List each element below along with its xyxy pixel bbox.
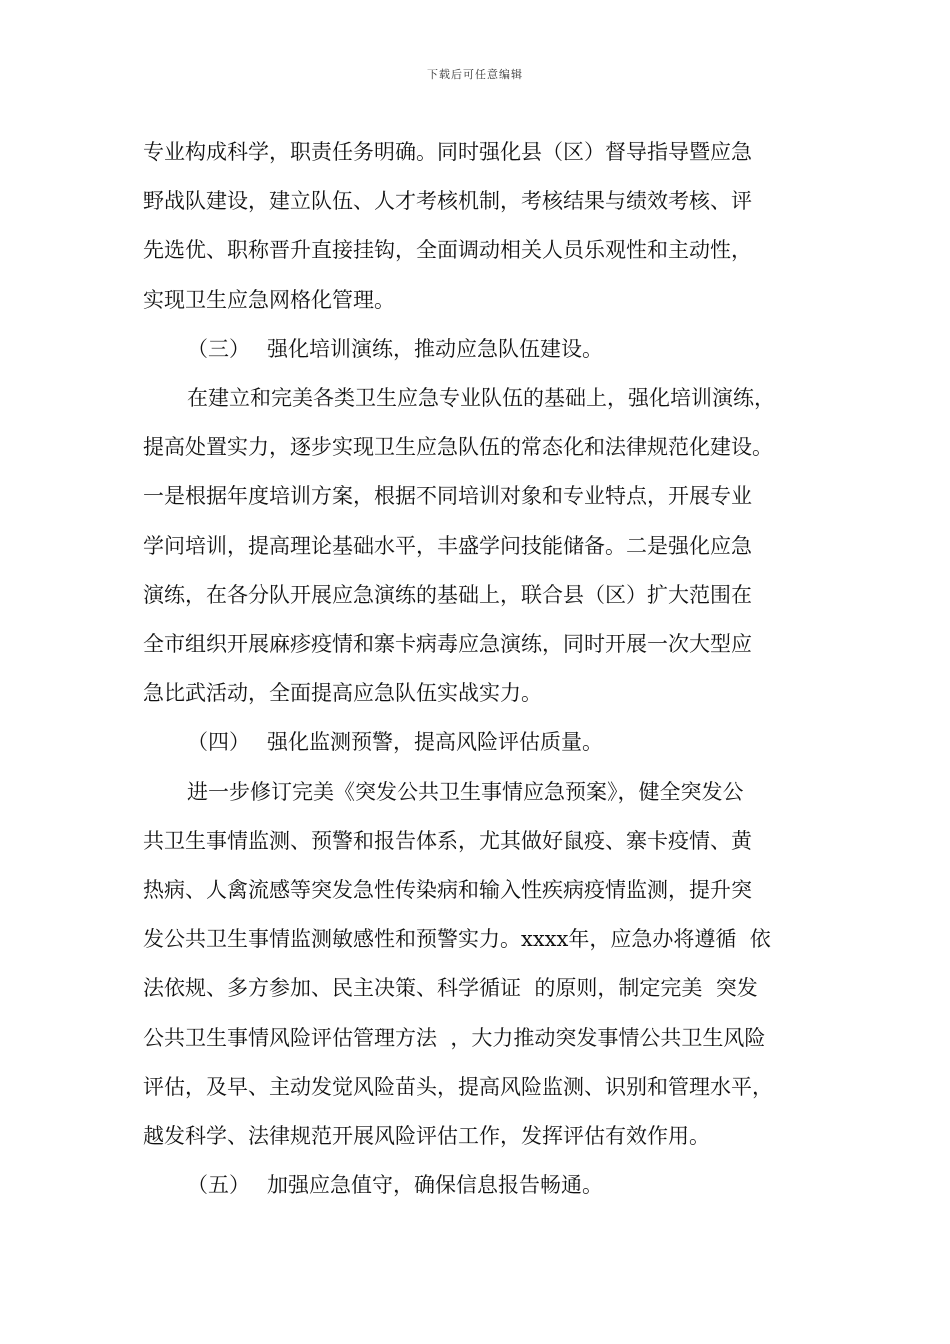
page-header: 下载后可任意编辑 bbox=[427, 68, 523, 81]
text-line: 进一步修订完美《突发公共卫生事情应急预案》，健全突发公 bbox=[187, 779, 744, 804]
section-title: 强化培训演练，推动应急队伍建设。 bbox=[267, 336, 603, 361]
section-number: （五） bbox=[187, 1173, 250, 1198]
paragraph-continuation bbox=[143, 128, 833, 325]
text-line: 法依规、多方参加、民主决策、科学循证 的原则，制定完美 突发 bbox=[143, 976, 758, 1001]
text-line: 公共卫生事情风险评估管理方法 ，大力推动突发事情公共卫生风险 bbox=[143, 1025, 766, 1050]
text-line: 发公共卫生事情监测敏感性和预警实力。xxxx年，应急办将遵循 依 bbox=[143, 927, 771, 952]
section-heading-3 bbox=[143, 325, 833, 374]
text-line: 先选优、职称晋升直接挂钩，全面调动相关人员乐观性和主动性， bbox=[143, 238, 752, 263]
text-line: 专业构成科学，职责任务明确。同时强化县（区）督导指导暨应急 bbox=[143, 140, 752, 164]
text-line: 越发科学、法律规范开展风险评估工作，发挥评估有效作用。 bbox=[143, 1124, 710, 1149]
text-line: 评估，及早、主动发觉风险苗头，提高风险监测、识别和管理水平， bbox=[143, 1074, 773, 1099]
text-line: 共卫生事情监测、预警和报告体系，尤其做好鼠疫、寨卡疫情、黄 bbox=[143, 828, 752, 853]
section-heading-4 bbox=[143, 718, 833, 767]
section-heading-5 bbox=[143, 1161, 833, 1210]
section-number: （四） bbox=[187, 730, 250, 755]
section-title: 强化监测预警，提高风险评估质量。 bbox=[267, 730, 603, 755]
text-line: 热病、人禽流感等突发急性传染病和输入性疾病疫情监测，提升突 bbox=[143, 878, 752, 903]
paragraph-training bbox=[143, 374, 833, 718]
text-line: 演练，在各分队开展应急演练的基础上，联合县（区）扩大范围在 bbox=[143, 582, 752, 607]
text-line: 提高处置实力，逐步实现卫生应急队伍的常态化和法律规范化建设。 bbox=[143, 435, 773, 460]
section-number: （三） bbox=[187, 336, 250, 361]
text-line: 全市组织开展麻疹疫情和寨卡病毒应急演练，同时开展一次大型应 bbox=[143, 632, 752, 657]
text-line: 在建立和完美各类卫生应急专业队伍的基础上，强化培训演练， bbox=[187, 386, 775, 411]
text-line: 野战队建设，建立队伍、人才考核机制，考核结果与绩效考核、评 bbox=[143, 189, 752, 214]
section-title: 加强应急值守，确保信息报告畅通。 bbox=[267, 1173, 603, 1198]
document-body bbox=[143, 128, 833, 1210]
paragraph-monitoring bbox=[143, 768, 833, 1162]
text-line: 急比武活动，全面提高应急队伍实战实力。 bbox=[143, 681, 542, 706]
text-line: 一是根据年度培训方案，根据不同培训对象和专业特点，开展专业 bbox=[143, 484, 752, 509]
text-line: 学问培训，提高理论基础水平，丰盛学问技能储备。二是强化应急 bbox=[143, 533, 752, 558]
text-line: 实现卫生应急网格化管理。 bbox=[143, 287, 395, 312]
